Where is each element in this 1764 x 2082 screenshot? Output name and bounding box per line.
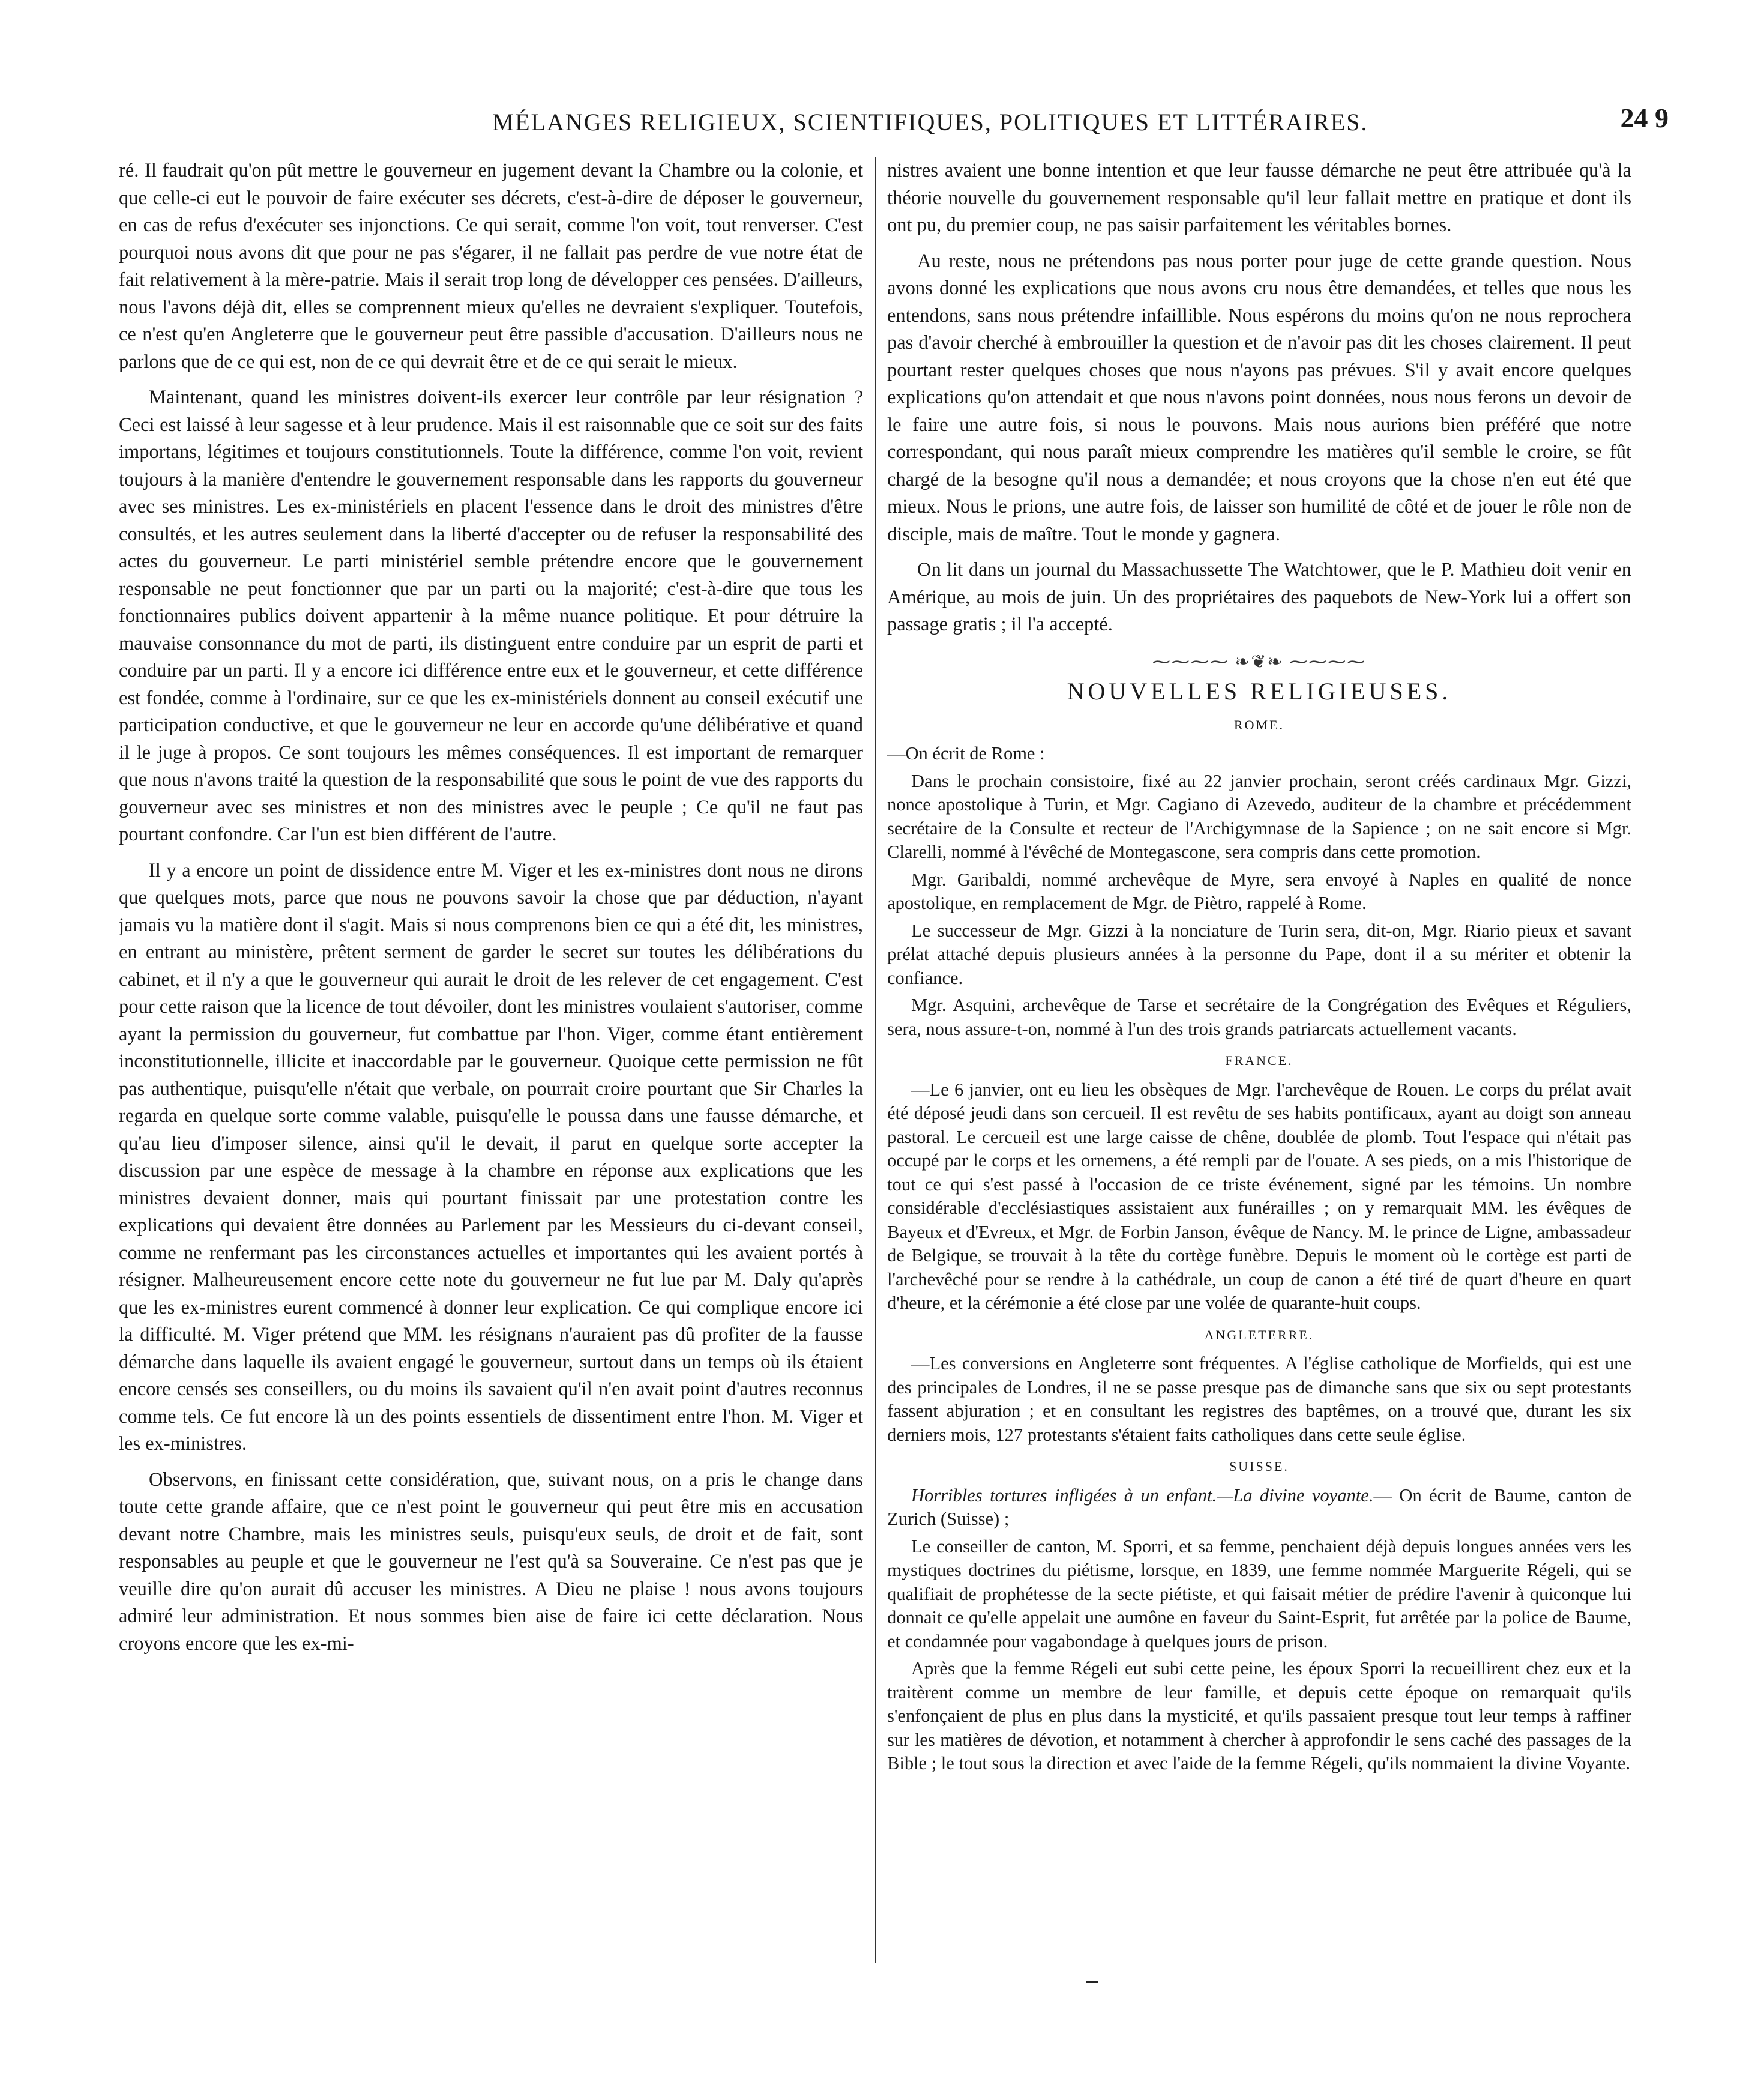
column-divider <box>875 157 876 1963</box>
news-angleterre <box>887 1321 1631 1447</box>
france-heading: FRANCE. <box>1225 1053 1293 1068</box>
left-paragraph-2: Maintenant, quand les ministres doivent-ils exercer leur contrôle par leur résignation ? Ceci est laissé à leur sagesse et à leur prudence. Mais il est raisonnable que ce soit sur des faits importans, légitimes et toujours constitutionnels. Toute la différence, comme l'on voit, revient toujours à la manière d'entendre le gouvernement responsable dans les rapports du gouverneur avec ses ministres. Les ex-ministériels en placent l'essence dans le droit des ministres d'être consultés, et les autres seulement dans la liberté d'accepter ou de refuser la responsabilité des actes du gouverneur. Le parti ministériel semble prétendre encore que le gouvernement responsable ne peut fonctionner que par un parti ou la majorité; c'est-à-dire que tous les fonctionnaires publics doivent appartenir à la même nuance politique. Et pour détruire la mauvaise consonnance du mot de parti, ils distinguent entre conduire par un esprit de parti et conduire par un parti. Il y a encore ici différence entre eux et le gouverneur, et cette différence est fondée, comme à l'ordinaire, sur ce que les ex-ministériels donnent au conseil exécutif une participation conductive, et que le gouverneur ne leur en accorde qu'une délibérative et quand il le juge à propos. Ce sont toujours les mêmes conséquences. Il est important de remarquer que nous n'avons traité la question de la responsabilité que sous le point de vue des rapports du gouverneur avec ses ministres et non des ministres avec le peuple ; Ce qu'il ne faut pas pourtant confondre. Car l'un est bien différent de l'autre. <box>119 387 863 845</box>
suisse-lead-title: Horribles tortures infligées à un enfant.—La divine voyante. <box>911 1485 1374 1506</box>
running-title: MÉLANGES RELIGIEUX, SCIENTIFIQUES, POLITIQUES ET LITTÉRAIRES. <box>492 109 1368 136</box>
right-paragraph-2: Au reste, nous ne prétendons pas nous porter pour juge de cette grande question. Nous avons donné les explications que nous avons cru nous être demandées, et telles que nous les entendons, sans nous prétendre infaillible. Nous espérons du moins qu'on ne nous reprochera pas d'avoir cherché à embrouiller la question et de n'avoir pas dit les choses clairement. Il peut pourtant rester quelques choses que nous n'ayons pas prévues. S'il y avait encore quelques explications qu'on attendait et que nous n'avons point données, nous nous ferons un devoir de le faire une autre fois, si nous le pouvons. Mais nous aurions bien préféré que notre correspondant, qui nous paraît mieux comprendre les matières qu'il semble le croire, se fût chargé de la besogne qu'il nous a demandée; et nous croyons que la chose n'en eut été que mieux. Nous le prions, une autre fois, de laisser son humilité de côté et de jouer le rôle non de disciple, mais de maître. Tout le monde y gagnera. <box>887 250 1631 545</box>
suisse-heading: SUISSE. <box>1229 1459 1289 1474</box>
right-paragraph-1: nistres avaient une bonne intention et que leur fausse démarche ne peut être attribuée qu'à la théorie nouvelle du gouvernement responsable qu'il leur fallait mettre en pratique et dont ils ont pu, du premier coup, ne pas saisir parfaitement les véritables bornes. <box>887 160 1631 236</box>
left-paragraph-1: ré. Il faudrait qu'on pût mettre le gouverneur en jugement devant la Chambre ou la colonie, et que celle-ci eut le pouvoir de faire exécuter ses décrets, c'est-à-dire de déposer le gouverneur, en cas de refus d'exécuter ses injonctions. Ce qui serait, comme l'on voit, tout renverser. C'est pourquoi nous avons dit que pour ne pas s'égarer, il ne fallait pas perdre de vue notre état de fait relativement à la mère-patrie. Mais il serait trop long de développer ces pensées. D'ailleurs, nous l'avons déjà dit, elles se comprennent mieux qu'elles ne devraient s'expliquer. Toutefois, ce n'est qu'en Angleterre que le gouverneur peut être passible d'accusation. D'ailleurs nous ne parlons que de ce qui est, non de ce qui devrait être et de ce qui serait le mieux. <box>119 160 863 373</box>
ornament-divider: ⁓⁓⁓⁓ ❧❦❧ ⁓⁓⁓⁓ <box>1152 651 1367 672</box>
section-title: NOUVELLES RELIGIEUSES. <box>1067 678 1452 705</box>
left-column <box>119 157 863 1964</box>
page-number: 24 9 <box>1620 103 1669 133</box>
page-header <box>120 96 1693 162</box>
news-rome <box>887 711 1631 1042</box>
suisse-lead-text: — On écrit de Baume, canton de Zurich (Suisse) ; <box>887 1485 1631 1529</box>
suisse-lead <box>887 1484 1631 1531</box>
rome-paragraph-5: Mgr. Asquini, archevêque de Tarse et secrétaire de la Congrégation des Evêques et Réguliers, sera, nous assure-t-on, nommé à l'un des trois grands patriarcats actuellement vacants. <box>887 995 1631 1039</box>
left-paragraph-4: Observons, en finissant cette considération, que, suivant nous, on a pris le change dans toute cette grande affaire, que ce n'est point le gouverneur qui peut être mis en accusation devant notre Chambre, mais les ministres seuls, puisqu'eux seuls, de droit et de fait, sont responsables au peuple et que le gouverneur ne l'est qu'à sa Souveraine. Ce n'est pas que je veuille dire qu'on aurait dû accuser les ministres. A Dieu ne plaise ! nous avons toujours admiré leur administration. Et nous sommes bien aise de faire ici cette déclaration. Nous croyons encore que les ex-mi- <box>119 1468 863 1655</box>
angleterre-paragraph-1: —Les conversions en Angleterre sont fréquentes. A l'église catholique de Morfields, qui est une des principales de Londres, il ne se passe presque pas de dimanche sans que six ou sept protestants fassent abjuration ; et en consultant les registres des baptêmes, on a trouvé que, durant les six derniers mois, 127 protestants s'étaient faits catholiques dans cette seule église. <box>887 1353 1631 1445</box>
right-paragraph-3: On lit dans un journal du Massachussette The Watchtower, que le P. Mathieu doit venir en Amérique, au mois de juin. Un des propriétaires des paquebots de New-York lui a offert son passage gratis ; il l'a accepté. <box>887 559 1631 635</box>
left-paragraph-3: Il y a encore un point de dissidence entre M. Viger et les ex-ministres dont nous ne dirons que quelques mots, parce que nous ne pouvons savoir la chose que par déduction, n'ayant jamais vu la matière dont il s'agit. Mais si nous comprenons bien ce qui a été dit, les ministres, en entrant au ministère, prêtent serment de garder le secret sur toutes les délibérations du cabinet, et il n'y a que le gouverneur qui aurait le droit de les relever de cet engagement. C'est pour cette raison que la licence de tout dévoiler, dont les ministres voulaient s'autoriser, comme ayant la permission du gouverneur, fut combattue par l'hon. Viger, comme étant entièrement inconstitutionnelle, illicite et inaccordable par le gouverneur. Quoique cette permission ne fût pas authentique, puisqu'elle n'était que verbale, on pourrait croire pourtant que Sir Charles la regarda en quelque sorte comme valable, puisqu'elle le poussa dans une fausse démarche, et qu'au lieu d'imposer silence, ainsi qu'il le devait, il parut en quelque sorte accepter la discussion par une espèce de message à la chambre en réponse aux explications que les ministres devaient donner, mais qui pourtant finissait par une protestation contre les explications qui devaient être données au Parlement par les Messieurs du ci-devant conseil, comme ne renfermant pas les circonstances actuelles et importantes qui les avaient portés à résigner. Malheureusement encore cette note du gouverneur ne fut lue par M. Daly qu'après que les ex-ministres eurent commencé à donner leur explication. Ce qui complique encore ici la difficulté. M. Viger prétend que MM. les résignans n'auraient pas dû profiter de la fausse démarche dans laquelle ils avaient engagé le gouverneur, surtout dans un temps où ils étaient encore censés ses conseillers, ou du moins ils savaient qu'il n'en avait point d'autres reconnus comme tels. Ce fut encore là un des points essentiels de dissentiment entre l'hon. M. Viger et les ex-ministres. <box>119 859 863 1455</box>
news-suisse <box>887 1453 1631 1776</box>
rome-heading: ROME. <box>1233 717 1285 732</box>
rome-paragraph-1: —On écrit de Rome : <box>887 743 1045 764</box>
rome-paragraph-2: Dans le prochain consistoire, fixé au 22 janvier prochain, seront créés cardinaux Mgr. Gizzi, nonce apostolique à Turin, et Mgr. Cagiano di Azevedo, auditeur de la chambre et précédemment secrétaire de la Consulte et recteur de l'Archigymnase de la Sapience ; on ne sait encore si Mgr. Clarelli, nommé à l'évêché de Montegascone, sera compris dans cette promotion. <box>887 770 1631 862</box>
suisse-paragraph-1: Le conseiller de canton, M. Sporri, et sa femme, penchaient déjà depuis longues années vers les mystiques doctrines du piétisme, lorsque, en 1839, une femme nommée Marguerite Régeli, qui se qualifiait de prophétesse de la secte piétiste, et qui faisait métier de prédire l'avenir à quiconque lui donnait ce qu'elle appelait une aumône en faveur du Saint-Esprit, fut arrêtée par la police de Baume, et condamnée pour vagabondage à quelques jours de prison. <box>887 1536 1631 1652</box>
rome-paragraph-4: Le successeur de Mgr. Gizzi à la nonciature de Turin sera, dit-on, Mgr. Riario pieux et savant prélat attaché depuis plusieurs années à la personne du Pape, dont il a su mériter et obtenir la confiance. <box>887 920 1631 988</box>
news-france <box>887 1047 1631 1315</box>
angleterre-heading: ANGLETERRE. <box>1204 1327 1314 1342</box>
right-column <box>887 157 1631 1964</box>
france-paragraph-1: —Le 6 janvier, ont eu lieu les obsèques de Mgr. l'archevêque de Rouen. Le corps du prélat avait été déposé jeudi dans son cercueil. Il est revêtu de ses habits pontificaux, ayant au doigt son anneau pastoral. Le cercueil est une large caisse de chêne, doublée de plomb. Tout l'espace qui n'était pas occupé par le corps et les ornemens, a été rempli par de l'ouate. A ses pieds, on a mis l'historique de tout ce qui s'est passé à l'occasion de ce triste événement, signé par les témoins. Un nombre considérable d'ecclésiastiques assistaient aux funérailles ; on y remarquait MM. les évêques de Bayeux et d'Evreux, et Mgr. de Forbin Janson, évêque de Nancy. M. le prince de Ligne, ambassadeur de Belgique, se trouvait à la tête du cortège funèbre. Depuis le moment où le cortège est parti de l'archevêché pour se rendre à la cathédrale, un coup de canon a été tiré de quart d'heure en quart d'heure, et la cérémonie a été close par une volée de quarante-huit coups. <box>887 1079 1631 1313</box>
rome-paragraph-3: Mgr. Garibaldi, nommé archevêque de Myre, sera envoyé à Naples en qualité de nonce apostolique, en remplacement de Mgr. de Piètro, rappelé à Rome. <box>887 869 1631 913</box>
suisse-paragraph-2: Après que la femme Régeli eut subi cette peine, les époux Sporri la recueillirent chez eux et la traitèrent comme un membre de leur famille, et depuis cette époque on remarquait qu'ils s'enfonçaient de plus en plus dans la mysticité, et qu'ils passaient presque tout leur temps à raffiner sur les matières de dévotion, et notamment à chercher à approfondir le sens caché des passages de la Bible ; le tout sous la direction et avec l'aide de la femme Régeli, qu'ils nommaient la divine Voyante. <box>887 1658 1631 1773</box>
footer-mark <box>1086 1981 1098 1983</box>
